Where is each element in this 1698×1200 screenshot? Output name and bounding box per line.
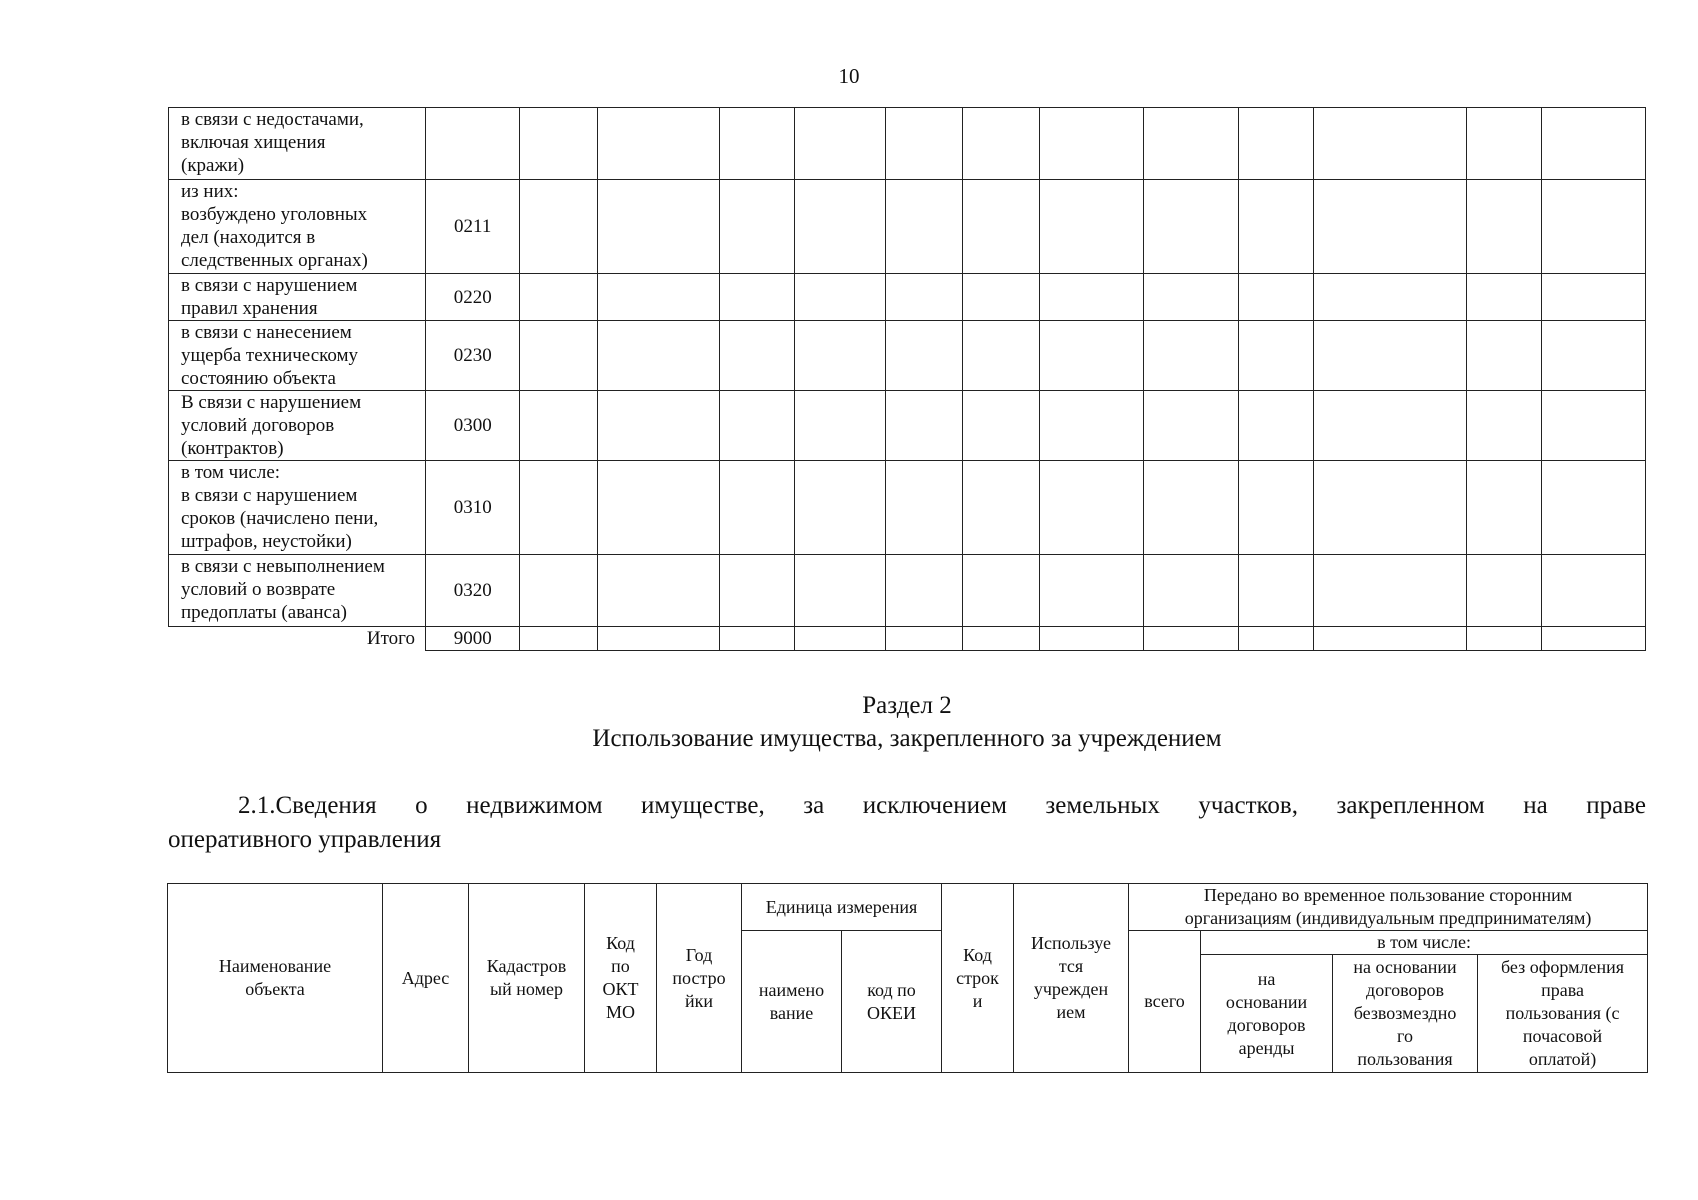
table-cell [1039, 321, 1144, 391]
row-code: 0310 [426, 461, 520, 555]
heading-word: исключением [862, 792, 1007, 819]
table-cell [1542, 108, 1646, 180]
table-cell [886, 555, 963, 627]
table-cell [1542, 180, 1646, 274]
deficiency-table [168, 107, 1646, 651]
table-cell [1314, 180, 1466, 274]
subsection-heading [168, 789, 1646, 857]
table-cell [886, 108, 963, 180]
table-cell [795, 321, 886, 391]
header-cadastral-number: Кадастров ый номер [469, 884, 585, 1073]
table-cell [719, 391, 795, 461]
header-unit-of-measure: Единица измерения [742, 884, 942, 931]
table-cell [1466, 274, 1542, 321]
header-construction-year: Год постро йки [657, 884, 742, 1073]
table-cell [719, 108, 795, 180]
table-cell [886, 180, 963, 274]
table-cell [1466, 555, 1542, 627]
header-lease-agreements: на основании договоров аренды [1201, 955, 1333, 1073]
heading-word: недвижимом [466, 792, 603, 819]
subsection-heading-line1 [168, 789, 1646, 823]
table-row [169, 321, 1646, 391]
table-cell [963, 108, 1040, 180]
table-cell [520, 555, 598, 627]
row-label: в связи с недостачами, включая хищения (кражи) [169, 108, 426, 180]
table-cell [795, 274, 886, 321]
table-row [169, 391, 1646, 461]
table-cell [963, 391, 1040, 461]
heading-word: закрепленном [1336, 792, 1485, 819]
page-number: 10 [838, 64, 860, 88]
heading-word: за [803, 792, 825, 819]
table-cell [1314, 321, 1466, 391]
table-cell [1314, 555, 1466, 627]
table-cell [1144, 180, 1238, 274]
table-cell [1144, 461, 1238, 555]
table-cell [1466, 461, 1542, 555]
table-cell [1238, 180, 1314, 274]
table-cell [1039, 274, 1144, 321]
table-cell [1314, 108, 1466, 180]
table-cell [520, 321, 598, 391]
table-cell [1542, 321, 1646, 391]
table-cell [1466, 627, 1542, 651]
heading-word: на [1523, 792, 1548, 819]
row-label: в связи с невыполнением условий о возврате предоплаты (аванса) [169, 555, 426, 627]
header-address: Адрес [383, 884, 469, 1073]
table-cell [520, 461, 598, 555]
heading-word: праве [1586, 792, 1646, 819]
row-code: 0211 [426, 180, 520, 274]
table-cell [1466, 108, 1542, 180]
row-code: 0230 [426, 321, 520, 391]
table-cell [1542, 274, 1646, 321]
table-cell [1144, 391, 1238, 461]
header-used-by-institution: Используе тся учрежден ием [1014, 884, 1129, 1073]
table-cell [719, 274, 795, 321]
table-cell [598, 321, 720, 391]
table-cell [520, 627, 598, 651]
row-label: в связи с нарушением правил хранения [169, 274, 426, 321]
table-cell [719, 555, 795, 627]
table-cell [719, 180, 795, 274]
header-total: всего [1129, 931, 1201, 1073]
table-cell [719, 627, 795, 651]
table-cell [1238, 108, 1314, 180]
header-including: в том числе: [1201, 931, 1648, 955]
header-okei-code: код по ОКЕИ [842, 931, 942, 1073]
total-label: Итого [169, 627, 426, 651]
table-cell [719, 321, 795, 391]
table-cell [886, 627, 963, 651]
table-cell [1314, 391, 1466, 461]
table-cell [520, 391, 598, 461]
table-cell [963, 274, 1040, 321]
table-cell [886, 391, 963, 461]
header-transferred-temporary-use: Передано во временное пользование сторонним организациям (индивидуальным предпринимателям) [1129, 884, 1648, 931]
table-cell [598, 391, 720, 461]
row-code [426, 108, 520, 180]
heading-word: участков, [1198, 792, 1298, 819]
table-cell [1314, 274, 1466, 321]
table-cell [1144, 555, 1238, 627]
header-hourly-use: без оформления права пользования (с почасовой оплатой) [1478, 955, 1648, 1073]
table-cell [795, 180, 886, 274]
header-unit-name: наимено вание [742, 931, 842, 1073]
row-code: 0320 [426, 555, 520, 627]
table-cell [963, 555, 1040, 627]
table-cell [1238, 461, 1314, 555]
table-cell [1542, 627, 1646, 651]
table-cell [598, 627, 720, 651]
heading-word: о [415, 792, 428, 819]
table-cell [1314, 627, 1466, 651]
table-cell [719, 461, 795, 555]
table-cell [520, 274, 598, 321]
table-row [169, 108, 1646, 180]
table-cell [598, 108, 720, 180]
total-code: 9000 [426, 627, 520, 651]
table-cell [886, 274, 963, 321]
table-cell [1314, 461, 1466, 555]
table-cell [1238, 627, 1314, 651]
table-cell [1542, 461, 1646, 555]
table-cell [795, 461, 886, 555]
table-cell [1144, 321, 1238, 391]
table-cell [1039, 627, 1144, 651]
table-cell [795, 391, 886, 461]
real-estate-table [167, 883, 1648, 1073]
table-cell [598, 274, 720, 321]
table-cell [963, 180, 1040, 274]
table-row [169, 461, 1646, 555]
heading-word: 2.1.Сведения [238, 792, 377, 819]
table-row [169, 555, 1646, 627]
table-cell [1466, 180, 1542, 274]
table-cell [1542, 555, 1646, 627]
table-cell [598, 461, 720, 555]
table-cell [1542, 391, 1646, 461]
heading-word: имуществе, [641, 792, 765, 819]
table-cell [963, 461, 1040, 555]
table-cell [598, 555, 720, 627]
table-cell [886, 461, 963, 555]
section-number: Раздел 2 [862, 692, 952, 719]
table-cell [520, 180, 598, 274]
table-cell [1039, 180, 1144, 274]
table-cell [1466, 321, 1542, 391]
table-cell [1238, 555, 1314, 627]
table-cell [1144, 627, 1238, 651]
subsection-heading-line2: оперативного управления [168, 826, 442, 853]
row-label: в связи с нанесением ущерба техническому состоянию объекта [169, 321, 426, 391]
header-row-code: Код строк и [942, 884, 1014, 1073]
table-cell [1039, 391, 1144, 461]
table-cell [1466, 391, 1542, 461]
table-cell [1144, 108, 1238, 180]
table-cell [1039, 555, 1144, 627]
row-code: 0220 [426, 274, 520, 321]
row-label: в том числе: в связи с нарушением сроков (начислено пени, штрафов, неустойки) [169, 461, 426, 555]
header-free-use-agreements: на основании договоров безвозмездно го пользования [1333, 955, 1478, 1073]
table-cell [963, 321, 1040, 391]
table-cell [1238, 391, 1314, 461]
table-cell [1238, 274, 1314, 321]
table-cell [795, 108, 886, 180]
header-object-name: Наименование объекта [168, 884, 383, 1073]
section-title: Использование имущества, закрепленного за учреждением [592, 725, 1222, 752]
table-cell [795, 627, 886, 651]
total-row [169, 627, 1646, 651]
row-label: из них: возбуждено уголовных дел (находится в следственных органах) [169, 180, 426, 274]
table-cell [598, 180, 720, 274]
table-cell [520, 108, 598, 180]
table-cell [1238, 321, 1314, 391]
row-code: 0300 [426, 391, 520, 461]
table-cell [1039, 461, 1144, 555]
table-row [169, 274, 1646, 321]
table-row [169, 180, 1646, 274]
heading-word: земельных [1045, 792, 1160, 819]
table-cell [795, 555, 886, 627]
table-cell [963, 627, 1040, 651]
header-oktmo-code: Код по ОКТ МО [585, 884, 657, 1073]
table-cell [1039, 108, 1144, 180]
table-cell [1144, 274, 1238, 321]
row-label: В связи с нарушением условий договоров (контрактов) [169, 391, 426, 461]
table-cell [886, 321, 963, 391]
